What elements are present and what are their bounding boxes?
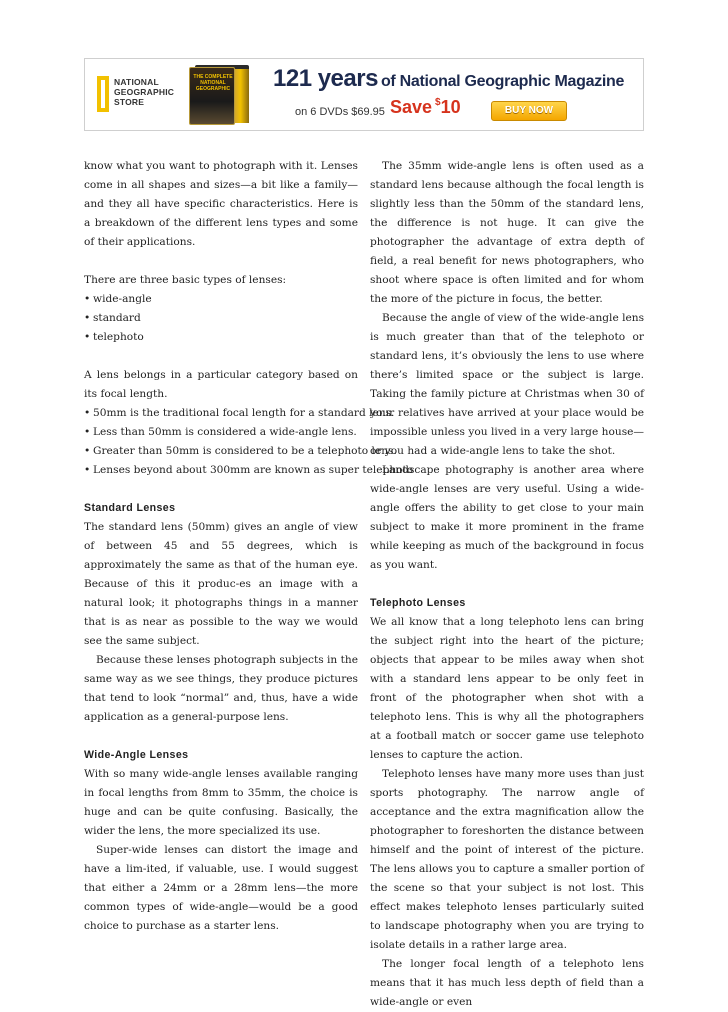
body-paragraph: We all know that a long telephoto lens can bring the subject right into the heart of the picture; objects that appear to be miles away when shot with a standard lens appear to be only feet in front of the photographer when shot with a telephoto lens. This is why all the photographers at a football match or soccer game use telephoto lenses to capture the action. [370,616,644,761]
logo-line: STORE [114,97,145,107]
save-amount: 10 [440,97,461,117]
save-currency: $ [435,97,441,108]
list-item: • standard [84,309,358,328]
list-item: • 50mm is the traditional focal length for a standard lens. [84,404,358,423]
list-item: • Greater than 50mm is considered to be a telephoto lens. [84,442,358,461]
national-geographic-store-logo [97,76,201,114]
logo-line: GEOGRAPHIC [114,87,175,97]
buy-now-button[interactable]: BUY NOW [491,101,567,121]
body-paragraph: Because these lenses photograph subjects in the same way as we see things, they produce pictures that tend to look “normal” and, thus, have a wide application as a general-purpose lens. [84,654,358,723]
ad-years: 121 years [273,65,378,92]
body-paragraph: The standard lens (50mm) gives an angle of view of between 45 and 55 degrees, which is approximately the same as that of the human eye. Because of this it produc-es an image with a natural look; it photographs things in a manner that is as near as possible to the way we would see the same subject. [84,521,358,647]
list-item: • Less than 50mm is considered a wide-angle lens. [84,423,358,442]
intro-paragraph: know what you want to photograph with it. Lenses come in all shapes and sizes—a bit like a family—and they all have specific characteristics. Here is a breakdown of the different lens types and some of their applications. [84,160,358,248]
list-item: • wide-angle [84,290,358,309]
ad-years-rest: of National Geographic Magazine [380,73,625,90]
body-paragraph: With so many wide-angle lenses available ranging in focal lengths from 8mm to 35mm, the choice is huge and can be quite confusing. Basically, the wider the lens, the more specialized its use. [84,768,358,837]
dvd-box-image [189,63,249,125]
body-paragraph: Super-wide lenses can distort the image and have a lim-ited, if valuable, use. I would suggest that either a 24mm or a 28mm lens—the more common types of wide-angle—would be a good choice to purchase as a starter lens. [84,844,358,932]
telephoto-lenses-heading: Telephoto Lenses [370,597,466,609]
standard-lenses-heading: Standard Lenses [84,502,176,514]
body-paragraph: Telephoto lenses have many more uses than just sports photography. The narrow angle of acceptance and the extra magnification allow the photographer to foreshorten the distance between himself and the point of interest of the picture. The lens allows you to capture a smaller portion of the scene so that your subject is not lost. This effect makes telephoto lenses particularly suited to landscape photography when you are trying to isolate details in a rather large area. [370,768,644,951]
body-paragraph: The 35mm wide-angle lens is often used as a standard lens because although the focal length is slightly less than the 50mm of the standard lens, the difference is not huge. It can give the photographer the advantage of extra depth of field, a real benefit for news photographers, who shoot where space is often limited and for whom the more of the picture in focus, the better. [370,160,644,305]
ad-headline [273,65,624,93]
logo-text [114,77,174,107]
ad-banner[interactable] [84,58,644,131]
wide-angle-lenses-heading: Wide-Angle Lenses [84,749,189,761]
yellow-frame-icon [97,76,109,112]
right-column [370,157,644,1012]
body-paragraph: Landscape photography is another area where wide-angle lenses are very useful. Using a wide-angle offers the ability to get close to your main subject to make it more prominent in the frame while keeping as much of the background in focus as you want. [370,464,644,571]
save-label: Save [390,97,433,117]
body-paragraph: The longer focal length of a telephoto lens means that it has much less depth of field than a wide-angle or even [370,958,644,1008]
ad-price: on 6 DVDs $69.95 [295,106,385,118]
category-intro: A lens belongs in a particular category based on its focal length. [84,369,358,400]
body-paragraph: Because the angle of view of the wide-angle lens is much greater than that of the telephoto or standard lens, it’s obviously the lens to use where there’s limited space or the subject is large. Taking the family picture at Christmas when 30 of your relatives have arrived at your place would be impossible unless you lived in a very large house—or you had a wide-angle lens to take the shot. [370,312,644,457]
list-item: • Lenses beyond about 300mm are known as super telephoto [84,461,358,480]
ad-save [390,97,461,118]
logo-line: NATIONAL [114,77,159,87]
lens-types-intro: There are three basic types of lenses: [84,274,287,286]
left-column [84,157,414,936]
list-item: • telephoto [84,328,358,347]
dvd-box-title: THE COMPLETE NATIONAL GEOGRAPHIC [193,74,233,92]
